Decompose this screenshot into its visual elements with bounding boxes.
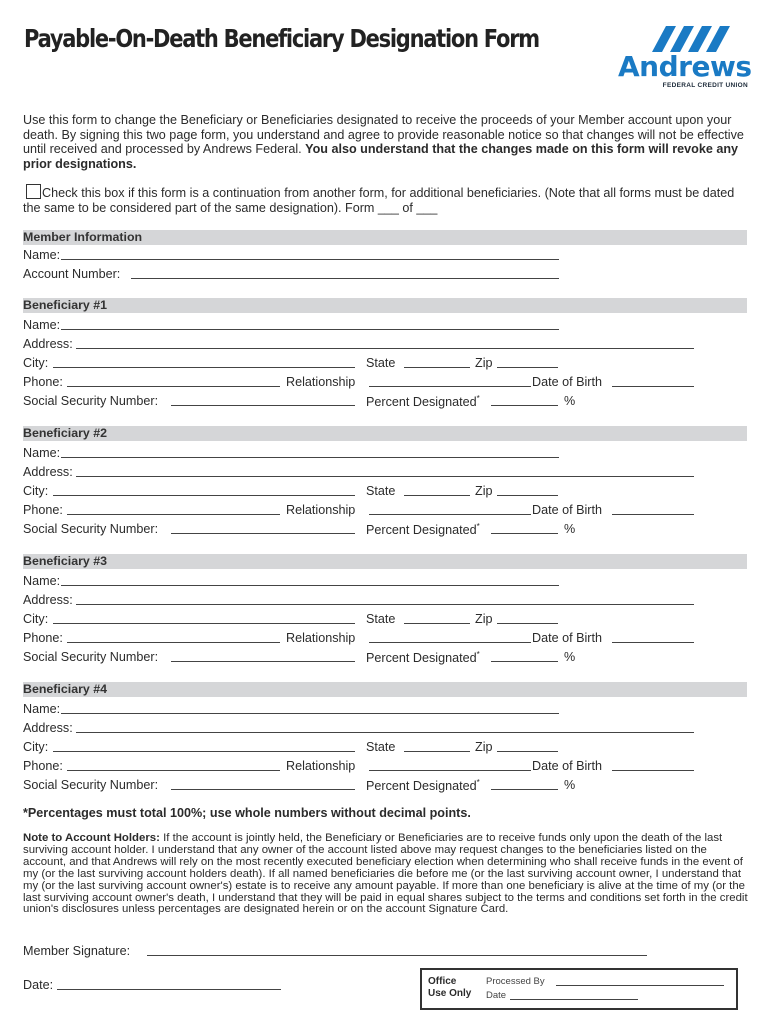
beneficiary-1-city-label: City: [23,356,49,370]
member-signature-field[interactable] [147,944,647,956]
beneficiary-1-relationship-field[interactable] [369,375,531,387]
date-field[interactable] [57,978,281,990]
office-date-label: Date [486,990,507,1001]
beneficiary-4-ssn-field[interactable] [171,778,355,790]
andrews-logo [618,22,750,92]
beneficiary-1-name-field[interactable] [61,318,559,330]
beneficiary-1-zip-label: Zip [475,356,493,370]
beneficiary-2-percent-label [366,522,480,537]
beneficiary-4-city-field[interactable] [53,740,355,752]
beneficiary-3-address-field[interactable] [76,593,694,605]
beneficiary-2-percent-field[interactable] [491,522,558,534]
beneficiary-2-dob-field[interactable] [612,503,694,515]
beneficiary-4-relationship-label: Relationship [286,759,356,773]
beneficiary-3-percent-field[interactable] [491,650,558,662]
processed-by-label: Processed By [486,976,545,987]
beneficiary-4-phone-label: Phone: [23,759,63,773]
account-number-label: Account Number: [23,267,121,281]
beneficiary-1-city-field[interactable] [53,356,355,368]
continuation-checkbox[interactable] [26,184,41,199]
member-signature-label: Member Signature: [23,944,131,958]
percent-label-text: Percent Designated [366,651,477,666]
beneficiary-3-phone-field[interactable] [67,631,280,643]
beneficiary-2-city-label: City: [23,484,49,498]
beneficiary-1-relationship-label: Relationship [286,375,356,389]
beneficiary-4-percent-label [366,778,480,793]
beneficiary-2-state-field[interactable] [404,484,470,496]
beneficiary-1-ssn-field[interactable] [171,394,355,406]
beneficiary-1-name-label: Name: [23,318,61,332]
beneficiary-4-name-label: Name: [23,702,61,716]
logo-stripes-icon [642,22,748,52]
beneficiary-4-name-field[interactable] [61,702,559,714]
member-name-label: Name: [23,248,61,262]
office-date-field[interactable] [510,988,638,1000]
intro-text: Use this form to change the Beneficiary or Beneficiaries designated to receive the proceeds of your Member account upon your death. By signing this two page form, you understand and agree to provide reasonable notice so that changes will not be effective until received and processed by Andrews Federal. [23,113,744,157]
beneficiary-3-phone-label: Phone: [23,631,63,645]
beneficiary-4-percent-field[interactable] [491,778,558,790]
office-label-line1: Office [428,976,457,987]
beneficiary-4-state-field[interactable] [404,740,470,752]
beneficiary-1-ssn-label: Social Security Number: [23,394,159,408]
beneficiary-2-name-label: Name: [23,446,61,460]
beneficiary-3-zip-label: Zip [475,612,493,626]
logo-name: Andrews [618,50,752,83]
beneficiary-3-state-label: State [366,612,396,626]
office-use-box [420,968,738,1010]
account-holder-note [23,833,751,916]
member-info-header: Member Information [23,230,747,245]
beneficiary-2-state-label: State [366,484,396,498]
beneficiary-2-phone-label: Phone: [23,503,63,517]
beneficiary-3-dob-field[interactable] [612,631,694,643]
beneficiary-4-address-label: Address: [23,721,73,735]
percent-label-text: Percent Designated [366,779,477,794]
beneficiary-4-relationship-field[interactable] [369,759,531,771]
beneficiary-3-percent-sign: % [564,650,576,664]
percent-asterisk: * [476,394,480,403]
beneficiary-1-zip-field[interactable] [497,356,558,368]
percent-footnote: *Percentages must total 100%; use whole numbers without decimal points. [23,806,471,820]
percent-label-text: Percent Designated [366,395,477,410]
member-name-field[interactable] [61,248,559,260]
beneficiary-4-state-label: State [366,740,396,754]
beneficiary-2-address-label: Address: [23,465,73,479]
beneficiary-2-dob-label: Date of Birth [532,503,602,517]
beneficiary-4-dob-field[interactable] [612,759,694,771]
continuation-text: Check this box if this form is a continuation from another form, for additional beneficiaries. (Note that all forms must be dated the same to be considered part of the same designation). Form ___ of ___ [23,186,735,215]
beneficiary-1-phone-label: Phone: [23,375,63,389]
beneficiary-1-phone-field[interactable] [67,375,280,387]
continuation-paragraph [23,184,749,216]
beneficiary-3-state-field[interactable] [404,612,470,624]
beneficiary-3-relationship-label: Relationship [286,631,356,645]
beneficiary-2-ssn-label: Social Security Number: [23,522,159,536]
beneficiary-2-city-field[interactable] [53,484,355,496]
beneficiary-2-relationship-field[interactable] [369,503,531,515]
beneficiary-1-state-label: State [366,356,396,370]
percent-asterisk: * [476,650,480,659]
beneficiary-4-city-label: City: [23,740,49,754]
beneficiary-3-name-label: Name: [23,574,61,588]
note-text: If the account is jointly held, the Beneficiary or Beneficiaries are to receive funds only upon the death of the last surviving account holder. I understand that any owner of the account listed above may request changes to the beneficiaries listed on the account, and that Andrews will rely on the most recently executed beneficiary election when determining who shall receive funds in the event of my (or the last surviving account holders death). If all named beneficiaries die before me (or the last surviving account owner, I understand that my (or the last surviving account owner's) estate is to receive any amount payable. If more than one beneficiary is alive at the time of my (or the last surviving account owner's death, I understand that they will be paid in equal shares subject to the terms and conditions set forth in the credit union's disclosures unless percentages are designated herein or on the account Signature Card. [23,832,748,916]
beneficiary-1-address-label: Address: [23,337,73,351]
note-heading: Note to Account Holders: [23,832,160,844]
beneficiary-3-ssn-label: Social Security Number: [23,650,159,664]
office-use-label [428,976,471,1000]
intro-paragraph [23,113,749,171]
beneficiary-1-dob-field[interactable] [612,375,694,387]
beneficiary-4-header: Beneficiary #4 [23,682,747,697]
beneficiary-3-city-field[interactable] [53,612,355,624]
beneficiary-3-zip-field[interactable] [497,612,558,624]
beneficiary-4-dob-label: Date of Birth [532,759,602,773]
beneficiary-1-percent-label [366,394,480,409]
account-number-field[interactable] [131,267,559,279]
beneficiary-1-state-field[interactable] [404,356,470,368]
beneficiary-3-ssn-field[interactable] [171,650,355,662]
beneficiary-4-phone-field[interactable] [67,759,280,771]
beneficiary-4-ssn-label: Social Security Number: [23,778,159,792]
beneficiary-2-address-field[interactable] [76,465,694,477]
percent-asterisk: * [476,522,480,531]
beneficiary-1-percent-field[interactable] [491,394,558,406]
beneficiary-2-percent-sign: % [564,522,576,536]
percent-asterisk: * [476,778,480,787]
beneficiary-3-relationship-field[interactable] [369,631,531,643]
date-label: Date: [23,978,54,992]
beneficiary-4-percent-sign: % [564,778,576,792]
beneficiary-3-percent-label [366,650,480,665]
beneficiary-2-zip-label: Zip [475,484,493,498]
processed-by-field[interactable] [556,974,724,986]
beneficiary-2-name-field[interactable] [61,446,559,458]
beneficiary-2-ssn-field[interactable] [171,522,355,534]
beneficiary-1-percent-sign: % [564,394,576,408]
beneficiary-1-header: Beneficiary #1 [23,298,747,313]
beneficiary-2-relationship-label: Relationship [286,503,356,517]
beneficiary-2-phone-field[interactable] [67,503,280,515]
beneficiary-3-address-label: Address: [23,593,73,607]
beneficiary-2-header: Beneficiary #2 [23,426,747,441]
beneficiary-4-zip-label: Zip [475,740,493,754]
beneficiary-2-zip-field[interactable] [497,484,558,496]
office-label-line2: Use Only [428,988,472,999]
beneficiary-3-header: Beneficiary #3 [23,554,747,569]
beneficiary-1-address-field[interactable] [76,337,694,349]
page-title: Payable-On-Death Beneficiary Designation Form [24,24,539,53]
beneficiary-3-name-field[interactable] [61,574,559,586]
beneficiary-4-zip-field[interactable] [497,740,558,752]
beneficiary-1-dob-label: Date of Birth [532,375,602,389]
beneficiary-3-city-label: City: [23,612,49,626]
percent-label-text: Percent Designated [366,523,477,538]
logo-subtitle: FEDERAL CREDIT UNION [662,82,748,89]
beneficiary-3-dob-label: Date of Birth [532,631,602,645]
beneficiary-4-address-field[interactable] [76,721,694,733]
intro-bold-text: You also understand that the changes made on this form will revoke any prior designations. [23,142,739,171]
